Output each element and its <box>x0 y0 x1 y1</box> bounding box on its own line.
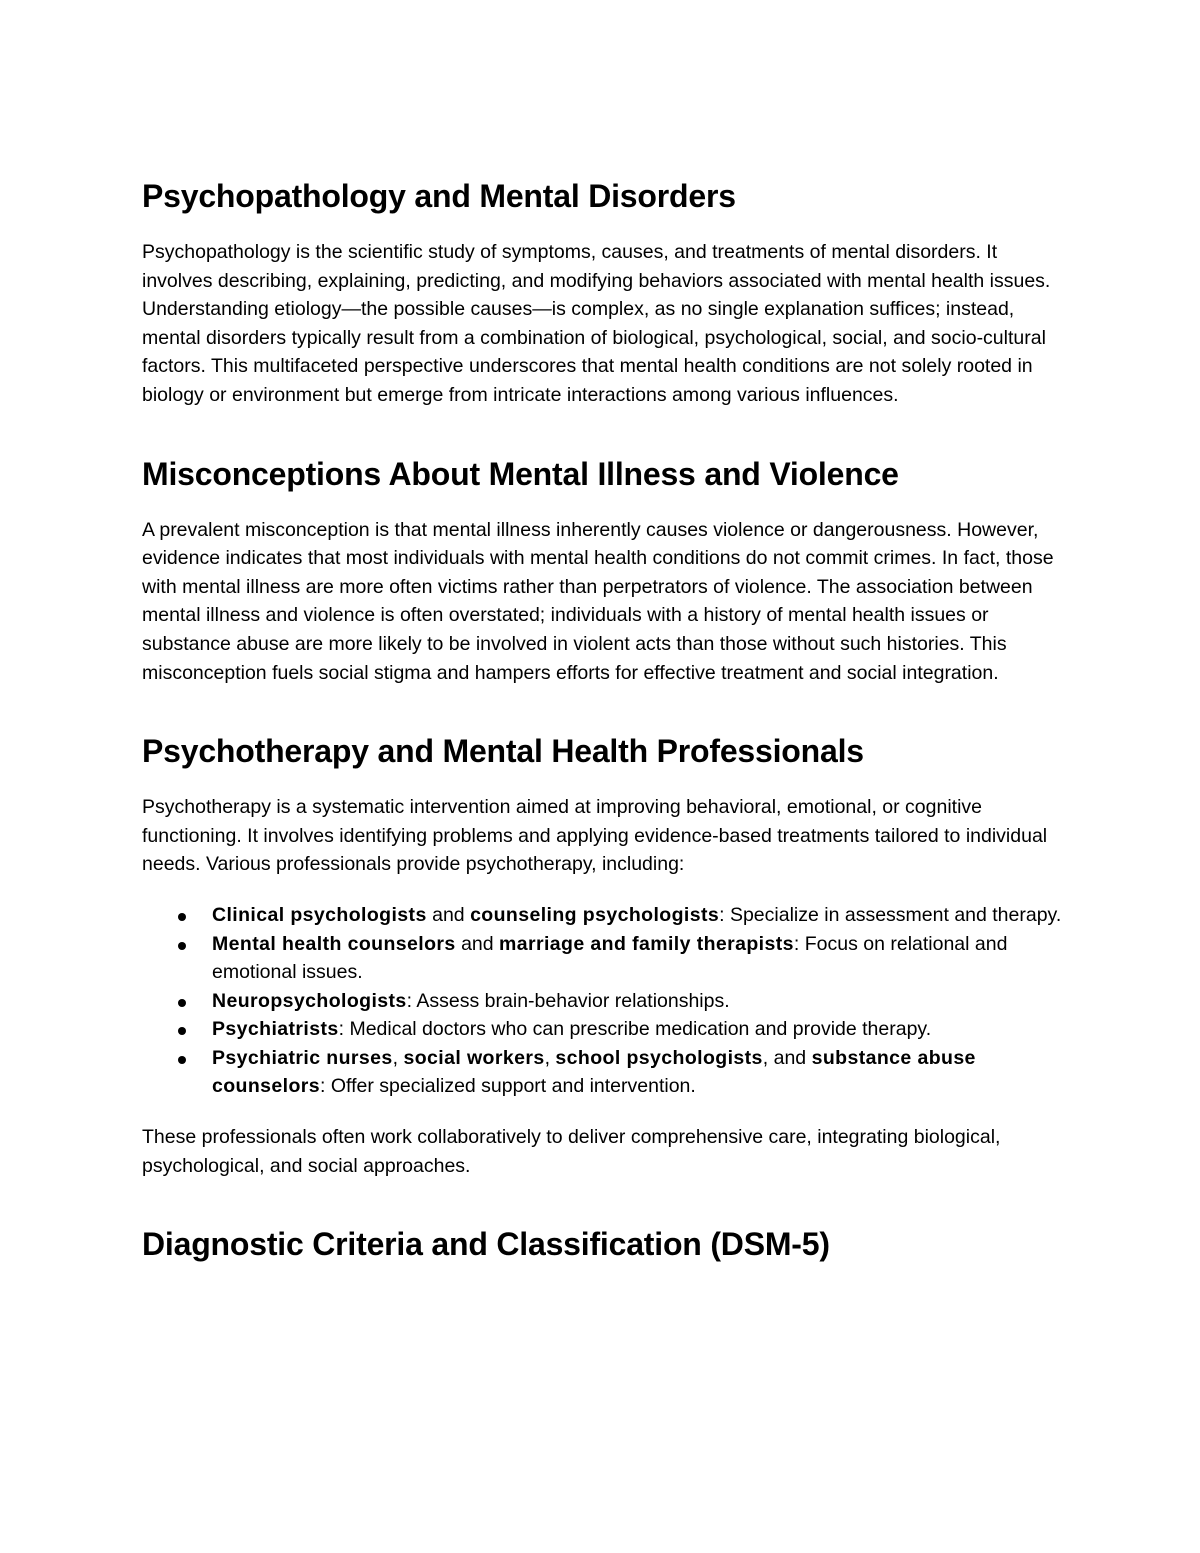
section-paragraph: Psychotherapy is a systematic intervention aimed at improving behavioral, emotional, or cognitive functioning. It involves identifying problems and applying evidence-based treatments tailored to individual needs. Various professionals provide psychotherapy, including: <box>142 796 1048 876</box>
list-item <box>212 930 1072 987</box>
section-heading: Psychotherapy and Mental Health Professionals <box>142 733 864 770</box>
section-closing-paragraph: These professionals often work collaboratively to deliver comprehensive care, integrating biological, psychological, and social approaches. <box>142 1126 1001 1177</box>
list-text: , and <box>762 1046 812 1069</box>
list-text: : Offer specialized support and intervention. <box>320 1075 696 1098</box>
bold-term: Mental health counselors <box>212 932 456 955</box>
section-paragraph: A prevalent misconception is that mental illness inherently causes violence or dangerousness. However, evidence indicates that most individuals with mental health conditions do not commit crimes. In fact, those with mental illness are more often victims rather than perpetrators of violence. The association between mental illness and violence is often overstated; individuals with a history of mental health issues or substance abuse are more likely to be involved in violent acts than those without such histories. This misconception fuels social stigma and hampers efforts for effective treatment and social integration. <box>142 518 1054 684</box>
list-text: : Focus on relational and emotional issues. <box>212 932 1008 984</box>
bold-term: Neuropsychologists <box>212 989 407 1012</box>
section-heading: Misconceptions About Mental Illness and Violence <box>142 455 899 492</box>
bullet-icon <box>178 1056 186 1064</box>
list-text: and <box>426 903 471 926</box>
list-text: , <box>544 1046 556 1069</box>
bold-term: counseling psychologists <box>470 903 720 926</box>
section-misconceptions <box>142 454 1072 688</box>
section-dsm5 <box>142 1224 1072 1264</box>
list-item <box>212 1044 1072 1101</box>
bullet-icon <box>178 913 186 921</box>
section-psychotherapy <box>142 731 1072 1180</box>
list-item <box>212 1015 1072 1044</box>
list-item <box>212 901 1072 930</box>
bullet-icon <box>178 999 186 1007</box>
list-item <box>212 987 1072 1016</box>
list-text: : Medical doctors who can prescribe medication and provide therapy. <box>338 1018 932 1041</box>
professionals-list <box>142 901 1072 1101</box>
bold-term: marriage and family therapists <box>499 932 794 955</box>
bullet-icon <box>178 1027 186 1035</box>
document-page <box>142 176 1072 1308</box>
bold-term: social workers <box>403 1046 545 1069</box>
section-psychopathology <box>142 176 1072 410</box>
bold-term: substance abuse counselors <box>212 1046 976 1098</box>
bullet-icon <box>178 942 186 950</box>
list-text: , <box>392 1046 404 1069</box>
section-heading: Diagnostic Criteria and Classification (DSM-5) <box>142 1226 830 1263</box>
bold-term: Psychiatrists <box>212 1018 339 1041</box>
bold-term: school psychologists <box>555 1046 763 1069</box>
bold-term: Psychiatric nurses <box>212 1046 393 1069</box>
section-heading: Psychopathology and Mental Disorders <box>142 178 736 214</box>
section-paragraph: Psychopathology is the scientific study of symptoms, causes, and treatments of mental disorders. It involves describing, explaining, predicting, and modifying behaviors associated with mental health issues. Understanding etiology—the possible causes—is complex, as no single explanation suffices; instead, mental disorders typically result from a combination of biological, psychological, social, and socio-cultural factors. This multifaceted perspective underscores that mental health conditions are not solely rooted in biology or environment but emerge from intricate interactions among various influences. <box>142 241 1051 406</box>
list-text: and <box>455 932 500 955</box>
list-text: : Assess brain-behavior relationships. <box>406 989 730 1012</box>
list-text: : Specialize in assessment and therapy. <box>719 903 1062 926</box>
bold-term: Clinical psychologists <box>212 903 427 926</box>
